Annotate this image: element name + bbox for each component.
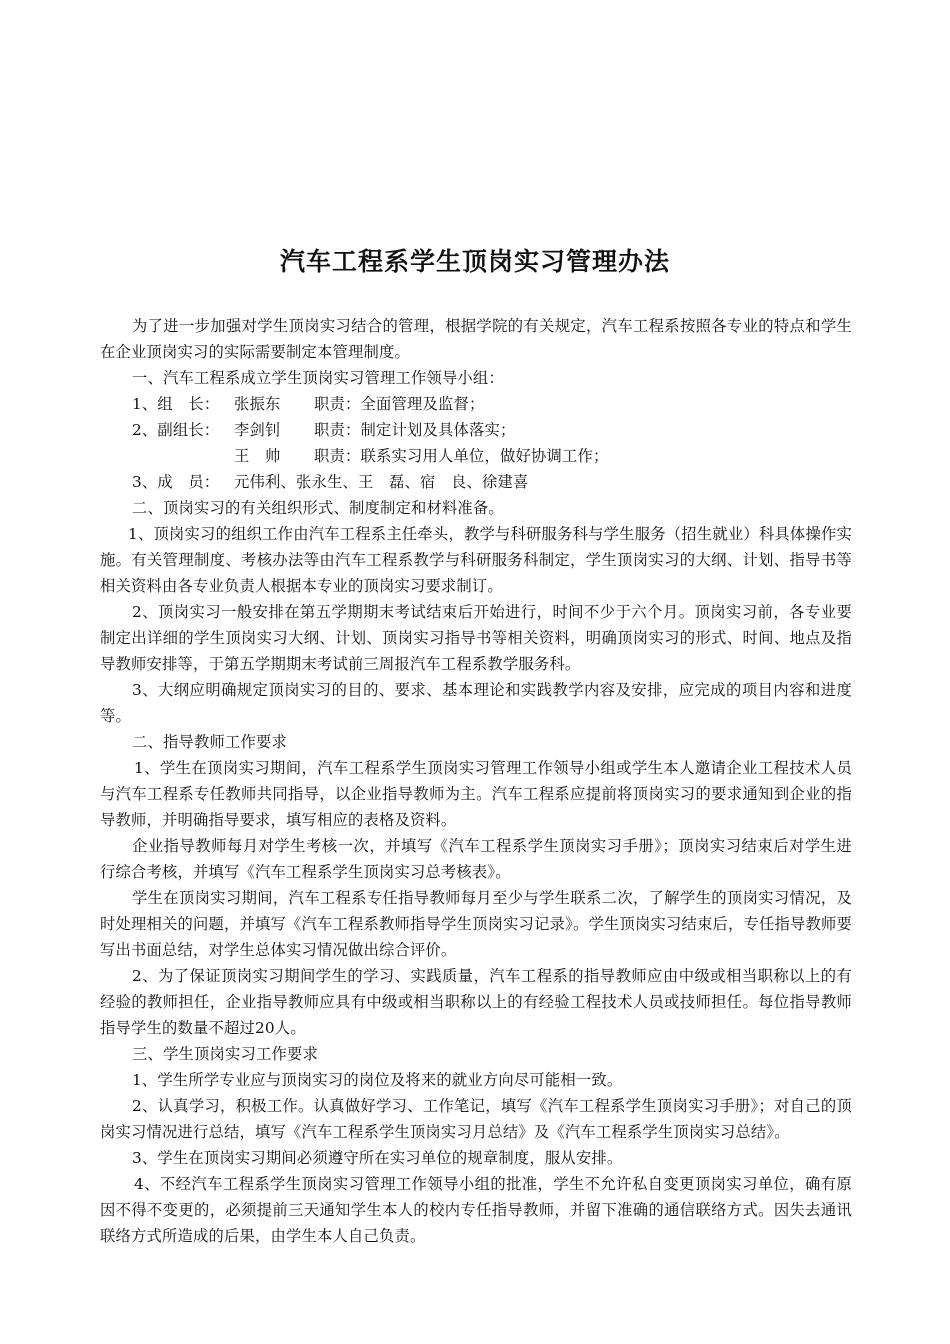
section-heading: 三、学生顶岗实习工作要求 (132, 1045, 318, 1063)
section-heading: 一、汽车工程系成立学生顶岗实习管理工作领导小组： (132, 369, 504, 387)
document-title: 汽车工程系学生顶岗实习管理办法 (279, 247, 670, 276)
intro-paragraph: 为了进一步加强对学生顶岗实习结合的管理，根据学院的有关规定，汽车工程系按照各专业的特点和学生在企业顶岗实习的实际需要制定本管理制度。 (100, 317, 852, 361)
paragraph: 学生在顶岗实习期间，汽车工程系专任指导教师每月至少与学生联系二次，了解学生的顶岗实习情况，及时处理相关的问题，并填写《汽车工程系教师指导学生顶岗实习记录》。学生顶岗实习结束后，专任指导教师要写出书面总结，对学生总体实习情况做出综合评价。 (100, 889, 852, 959)
leader-role: 1、组 长： (132, 395, 220, 413)
document-body (100, 313, 852, 1249)
section-heading: 二、指导教师工作要求 (132, 733, 287, 751)
paragraph: 2、为了保证顶岗实习期间学生的学习、实践质量，汽车工程系的指导教师应由中级或相当职称以上的有经验的教师担任，企业指导教师应具有中级或相当职称以上的有经验工程技术人员或技师担任。每位指导教师指导学生的数量不超过20人。 (100, 967, 852, 1037)
leader-duty: 职责：制定计划及具体落实； (314, 421, 516, 439)
paragraph: 2、顶岗实习一般安排在第五学期期末考试结束后开始进行，时间不少于六个月。顶岗实习前，各专业要制定出详细的学生顶岗实习大纲、计划、顶岗实习指导书等相关资料，明确顶岗实习的形式、时间、地点及指导教师安排等，于第五学期期末考试前三周报汽车工程系教学服务科。 (100, 603, 852, 673)
paragraph: 2、认真学习，积极工作。认真做好学习、工作笔记，填写《汽车工程系学生顶岗实习手册》；对自己的顶岗实习情况进行总结，填写《汽车工程系学生顶岗实习月总结》及《汽车工程系学生顶岗实习总结》。 (100, 1097, 852, 1141)
leader-name: 王 帅 (234, 447, 281, 465)
leader-duty: 职责：联系实习用人单位，做好协调工作； (314, 447, 609, 465)
leader-name: 张振东 (234, 395, 281, 413)
members-row (100, 469, 852, 495)
paragraph: 1、学生所学专业应与顶岗实习的岗位及将来的就业方向尽可能相一致。 (132, 1071, 623, 1089)
paragraph: 1、学生在顶岗实习期间，汽车工程系学生顶岗实习管理工作领导小组或学生本人邀请企业工程技术人员与汽车工程系专任教师共同指导，以企业指导教师为主。汽车工程系应提前将顶岗实习的要求通知到企业的指导教师，并明确指导要求，填写相应的表格及资料。 (100, 759, 852, 829)
leader-name: 李剑钊 (234, 421, 281, 439)
members-names: 元伟利、张永生、王 磊、宿 良、徐建喜 (234, 473, 529, 491)
paragraph: 企业指导教师每月对学生考核一次，并填写《汽车工程系学生顶岗实习手册》；顶岗实习结束后对学生进行综合考核，并填写《汽车工程系学生顶岗实习总考核表》。 (100, 837, 852, 881)
paragraph: 4、不经汽车工程系学生顶岗实习管理工作领导小组的批准，学生不允许私自变更顶岗实习单位，确有原因不得不变更的，必须提前三天通知学生本人的校内专任指导教师，并留下准确的通信联络方式。因失去通讯联络方式所造成的后果，由学生本人自己负责。 (100, 1175, 852, 1245)
leader-row (100, 417, 852, 443)
leader-row (100, 443, 852, 469)
section-heading: 二、顶岗实习的有关组织形式、制度制定和材料准备。 (132, 499, 504, 517)
leader-duty: 职责：全面管理及监督； (314, 395, 485, 413)
leader-role (100, 443, 234, 469)
leader-role: 2、副组长： (132, 421, 220, 439)
paragraph: 3、大纲应明确规定顶岗实习的目的、要求、基本理论和实践教学内容及安排，应完成的项目内容和进度等。 (100, 681, 852, 725)
members-role: 3、成 员： (132, 473, 220, 491)
paragraph: 1、顶岗实习的组织工作由汽车工程系主任牵头，教学与科研服务科与学生服务（招生就业）科具体操作实施。有关管理制度、考核办法等由汽车工程系教学与科研服务科制定，学生顶岗实习的大纲、计划、指导书等相关资料由各专业负责人根据本专业的顶岗实习要求制订。 (100, 525, 852, 595)
leader-row (100, 391, 852, 417)
paragraph: 3、学生在顶岗实习期间必须遵守所在实习单位的规章制度，服从安排。 (132, 1149, 623, 1167)
